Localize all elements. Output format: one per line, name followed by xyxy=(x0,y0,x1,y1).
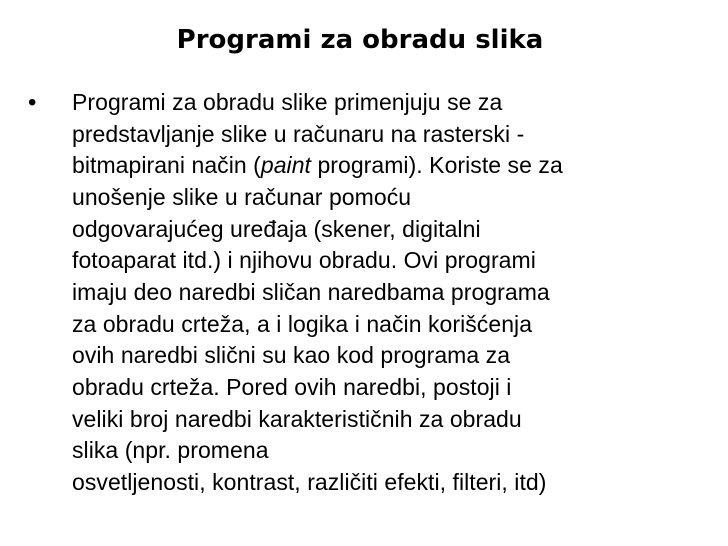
line-text: slika (npr. promena xyxy=(72,437,269,464)
line-text: Programi za obradu slike primenjuju se za xyxy=(72,89,503,115)
line-text: obradu crteža. Pored ovih naredbi, postoji i xyxy=(72,373,512,400)
bullet-icon: • xyxy=(28,89,37,116)
paragraph-line xyxy=(72,277,718,309)
line-text: odgovarajućeg uređaja (skener, digitalni xyxy=(72,215,481,242)
slide-title-text: Programi za obradu slika xyxy=(176,25,544,55)
paragraph-line xyxy=(72,119,718,151)
line-text: predstavljanje slike u računaru na rasterski - xyxy=(72,120,525,147)
paragraph-line xyxy=(72,309,718,341)
paragraph-line xyxy=(72,214,718,246)
bullet-item xyxy=(28,87,718,499)
bullet-paragraph xyxy=(72,87,718,499)
line-text: fotoaparat itd.) i njihovu obradu. Ovi programi xyxy=(72,247,536,274)
paragraph-line xyxy=(72,182,718,214)
paragraph-line xyxy=(72,340,718,372)
paragraph-line xyxy=(72,87,718,119)
italic-text: paint xyxy=(260,152,311,179)
paragraph-line xyxy=(72,404,718,436)
paragraph-line xyxy=(72,372,718,404)
line-text: za obradu crteža, a i logika i način korišćenja xyxy=(72,310,533,337)
paragraph-line xyxy=(72,150,718,182)
paragraph-line xyxy=(72,245,718,277)
line-text: veliki broj naredbi karakterističnih za obradu xyxy=(72,405,522,432)
slide-title xyxy=(0,22,728,58)
line-text: ovih naredbi slični su kao kod programa za xyxy=(72,342,511,369)
line-text: osvetljenosti, kontrast, različiti efekti, filteri, itd) xyxy=(72,468,547,495)
paragraph-line xyxy=(72,435,718,467)
paragraph-line xyxy=(72,467,718,499)
line-text: bitmapirani način ( xyxy=(72,152,261,179)
line-text: unošenje slike u računar pomoću xyxy=(72,183,412,210)
line-text: programi). Koriste se za xyxy=(311,152,563,179)
line-text: imaju deo naredbi sličan naredbama programa xyxy=(72,278,550,305)
